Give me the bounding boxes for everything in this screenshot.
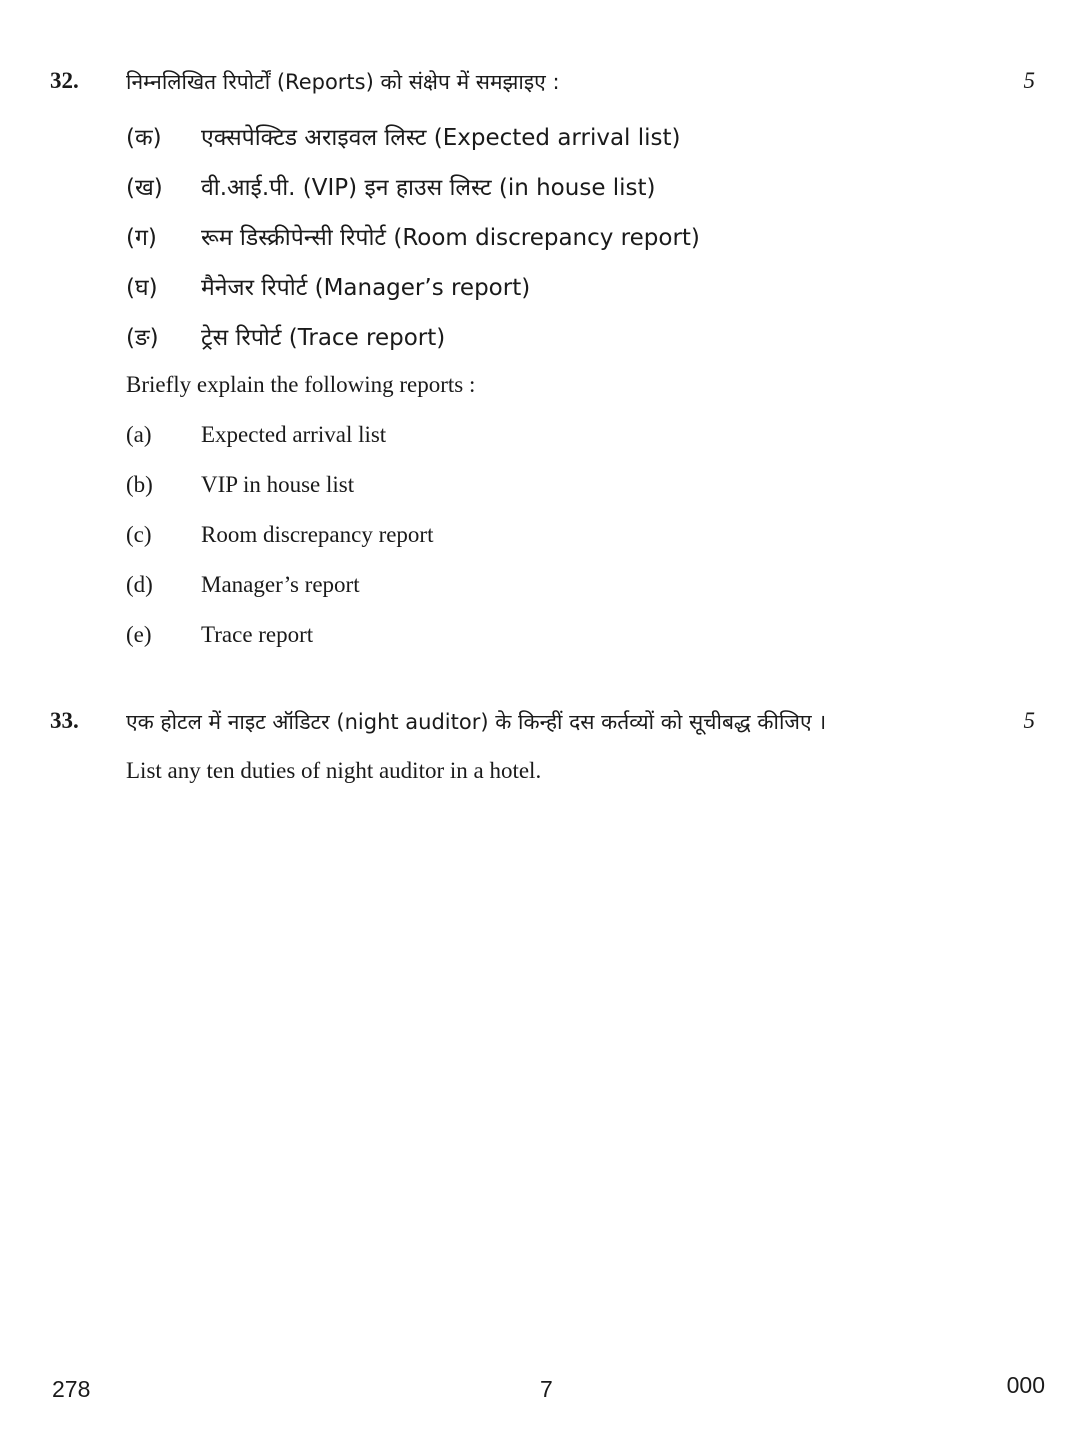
question-marks: 5	[1023, 708, 1035, 733]
item-text: रूम डिस्क्रीपेन्सी रिपोर्ट (Room discrepancy report)	[201, 225, 700, 251]
question-prompt-hindi: निम्नलिखित रिपोर्टों (Reports) को संक्षेप में समझाइए :	[126, 70, 560, 94]
item-text: Manager’s report	[201, 572, 360, 597]
item-label: (c)	[126, 522, 152, 547]
item-label: (ख)	[126, 175, 163, 201]
question-number: 33.	[50, 708, 79, 733]
item-label: (e)	[126, 622, 152, 647]
item-text: VIP in house list	[201, 472, 355, 497]
item-label: (क)	[126, 125, 162, 151]
question-prompt-hindi: एक होटल में नाइट ऑडिटर (night auditor) के किन्हीं दस कर्तव्यों को सूचीबद्ध कीजिए ।	[126, 710, 827, 734]
footer-right-code: 000	[1006, 1372, 1045, 1398]
question-prompt-english: List any ten duties of night auditor in a hotel.	[126, 758, 542, 783]
item-text: मैनेजर रिपोर्ट (Manager’s report)	[201, 275, 531, 301]
item-text: Room discrepancy report	[201, 522, 434, 547]
item-text: एक्सपेक्टिड अराइवल लिस्ट (Expected arrival list)	[201, 125, 681, 151]
item-label: (a)	[126, 422, 152, 447]
footer-code: 278	[52, 1376, 91, 1402]
item-text: ट्रेस रिपोर्ट (Trace report)	[201, 325, 446, 351]
question-number: 32.	[50, 68, 79, 93]
item-text: Expected arrival list	[201, 422, 387, 447]
item-label: (घ)	[126, 275, 158, 301]
item-text: Trace report	[201, 622, 314, 647]
item-label: (b)	[126, 472, 153, 497]
footer-page-number: 7	[540, 1376, 553, 1402]
item-label: (d)	[126, 572, 153, 597]
question-prompt-english: Briefly explain the following reports :	[126, 372, 476, 397]
question-marks: 5	[1023, 68, 1035, 93]
item-label: (ङ)	[126, 325, 159, 351]
item-text: वी.आई.पी. (VIP) इन हाउस लिस्ट (in house list)	[201, 175, 656, 201]
item-label: (ग)	[126, 225, 157, 251]
